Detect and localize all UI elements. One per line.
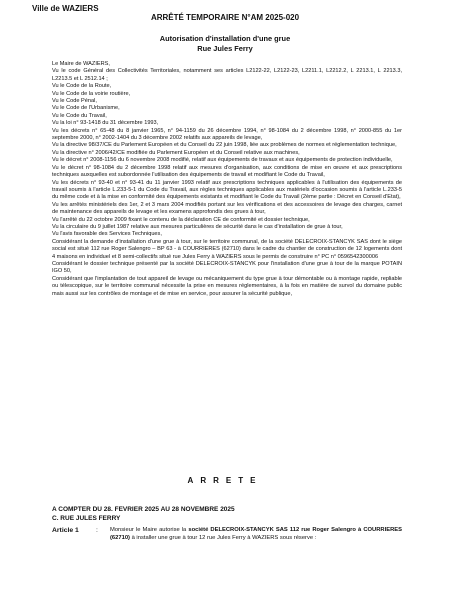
preamble-line: Considérant que l'implantation de tout appareil de levage ou mécaniquement du type grue à tour démontable ou à montage rapide, repliable ou télescopique, sur le territoire communal nécessite la prise en mesures réglementaires, à la fois en matière de survol du domaine public mais aussi sur les contrôles de montage et de mise en service, pour assurer la sécurité publique,: [52, 275, 402, 297]
municipality-name: Ville de WAZIERS: [32, 4, 99, 13]
preamble-line: Vu la directive 98/37/CE du Parlement Européen et du Conseil du 22 juin 1998, liée aux problèmes de normes et réglementation technique,: [52, 142, 397, 149]
subject-line-1: Autorisation d'installation d'une grue: [159, 34, 291, 43]
preamble-line: Vu le Code de la Route,: [52, 83, 112, 90]
preamble-line: Vu le décret n° 98-1084 du 2 décembre 1998 relatif aux mesures d'organisation, aux conditions de mise en œuvre et aux prescriptions techniques auxquelles est subordonnée l'utilisation des équipements de travail et modifiant le Code du Travail,: [52, 164, 402, 179]
preamble-line: Le Maire de WAZIERS,: [52, 61, 110, 67]
date-range: A COMPTER DU 28. FEVRIER 2025 AU 28 NOVEMBRE 2025: [52, 506, 235, 513]
validity-period: [52, 505, 235, 523]
preamble-line: Vu les décrets n° 65-48 du 8 janvier 1965, n° 94-1159 du 26 décembre 1994, n° 98-1084 du 2 décembre 1998, n° 2000-855 du 1er septembre 2000, n° 2002-1404 du 3 décembre 2002 relatifs aux appareils de levage,: [52, 127, 402, 142]
subject-line-2: Rue Jules Ferry: [197, 43, 253, 53]
preamble-line: Vu les arrêtés ministériels des 1er, 2 et 3 mars 2004 modifiés portant sur les vérifications et des accessoires de levage des charges, carnet de maintenance des appareils de levage et les examens approfondis des grues à tour,: [52, 201, 402, 216]
article-1-label: Article 1: [52, 527, 79, 534]
preamble-line: Vu le Code de la voirie routière,: [52, 90, 131, 97]
preamble-line: Vu le Code de l'Urbanisme,: [52, 105, 120, 112]
preamble-line: Vu les décrets n° 93-40 et n° 93-41 du 11 janvier 1993 relatif aux prescriptions techniques applicables à l'utilisation des équipements de travail soumis à l'article L.233-5-1 du Code du Travail, aux règles techniques applicables aux matériels d'occasion soumis à l'article L.233-5 du même code et à la mise en conformité des équipements existants et modifiant le Code du Travail (2ème partie : Décret en Conseil d'Etat),: [52, 179, 402, 201]
preamble-line: Considérant le dossier technique présenté par la société DELECROIX-STANCYK pour l'installation d'une grue à tour de la marque POTAIN IGO 50,: [52, 260, 402, 275]
preamble-line: Vu le Code du Travail,: [52, 112, 107, 119]
article-1-text: [110, 527, 402, 542]
preamble-body: [52, 61, 402, 298]
decision-heading: ARRETE: [187, 476, 263, 485]
preamble-line: Considérant la demande d'installation d'une grue à tour, sur le territoire communal, de la société DELECROIX-STANCYK SAS dont le siège social est situé 112 rue Roger Salengro – BP 63 - à COURRIERES (62710) dans le cadre du chantier de construction de 12 logements dont 4 maisons en individuel et 8 semi-collectifs situé rue Jules Ferry à WAZIERS sous le permis de construire n° PC n° 0596542300006: [52, 238, 402, 260]
article-1-text-start: Monsieur le Maire autorise la: [110, 527, 189, 533]
article-1-colon: :: [96, 527, 98, 534]
street-name: C. RUE JULES FERRY: [52, 515, 121, 522]
preamble-line: Vu la circulaire du 9 juillet 1987 relative aux mesures particulières de sécurité dans le cas d'installation de grue à tour,: [52, 223, 343, 230]
preamble-line: Vu le code Général des Collectivités Territoriales, notamment ses articles L2122-22, L2122-23, L2211.1, L2212.2, L 2213.1, L 2213.3, L2213.5 et L 2512.14 ;: [52, 68, 402, 82]
preamble-line: Vu l'avis favorable des Services Techniques,: [52, 231, 162, 238]
preamble-line: Vu le décret n° 2008-1156 du 6 novembre 2008 modifié, relatif aux équipements de travaux et aux équipements de protection individuelle,: [52, 157, 393, 164]
preamble-line: Vu l'arrêté du 22 octobre 2009 fixant le contenu de la déclaration CE de conformité et dossier technique,: [52, 216, 310, 223]
article-1-company: société DELECROIX-STANCYK SAS 112 rue Roger Salengro à COURRIERES (62710): [110, 527, 402, 541]
decree-subject: [0, 34, 450, 53]
preamble-line: Vu la loi n° 93-1418 du 31 décembre 1993,: [52, 120, 159, 127]
preamble-line: Vu la directive n° 2006/42/CE modifiée du Parlement Européen et du Conseil relative aux machines,: [52, 149, 300, 156]
preamble-line: Vu le Code Pénal,: [52, 98, 97, 105]
decree-title: ARRÊTÉ TEMPORAIRE N°AM 2025-020: [150, 13, 300, 22]
article-1-text-end: à installer une grue à tour 12 rue Jules Ferry à WAZIERS sous réserve :: [129, 534, 317, 541]
